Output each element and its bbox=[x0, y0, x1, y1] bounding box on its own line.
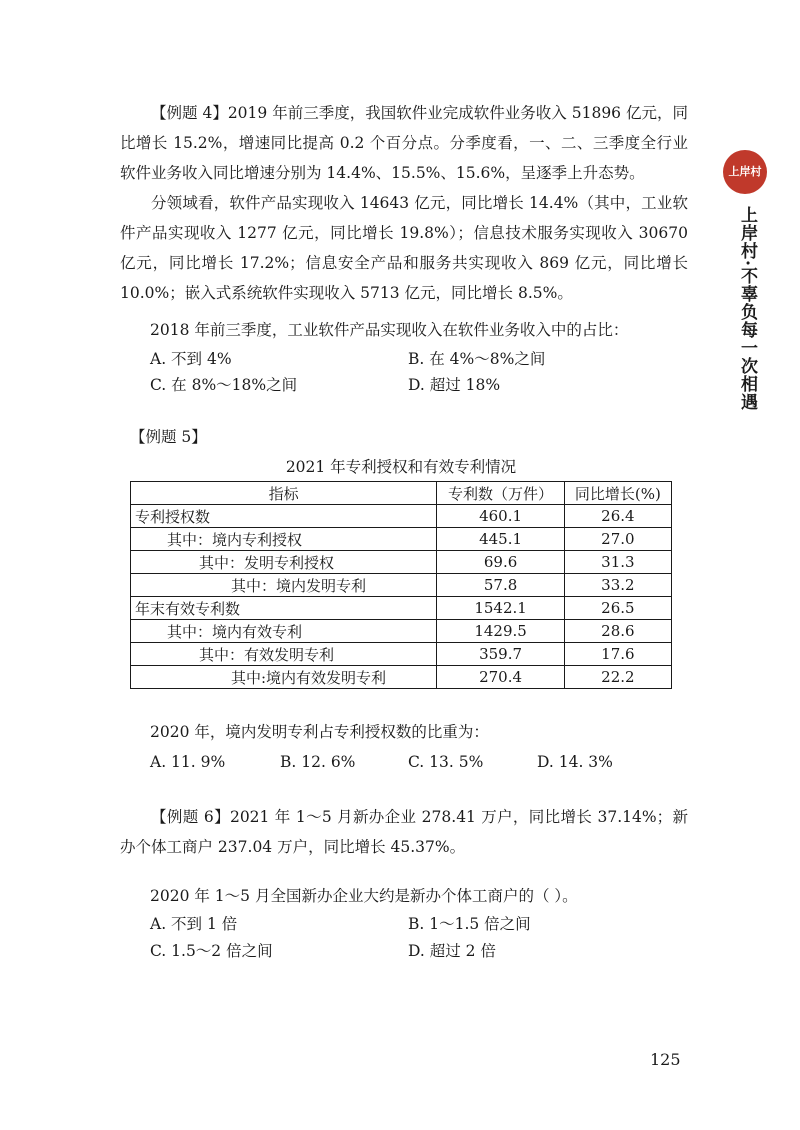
row-label: 其中：境内专利授权 bbox=[131, 528, 437, 551]
example4-paragraph-1: 【例题 4】2019 年前三季度，我国软件业完成软件业务收入 51896 亿元，同比增长 15.2%，增速同比提高 0.2 个百分点。分季度看，一、二、三季度全行业软件业务收入同比增速分别为 14.4%、15.5%、15.6%，呈逐季上升态势。 bbox=[120, 104, 688, 182]
example5-option-c: C. 13. 5% bbox=[408, 753, 484, 771]
table-title: 2021 年专利授权和有效专利情况 bbox=[285, 458, 517, 476]
row-count: 270.4 bbox=[437, 666, 564, 689]
row-count: 460.1 bbox=[437, 505, 564, 528]
example4-option-b: B. 在 4%～8%之间 bbox=[408, 350, 546, 368]
example4-paragraph-2: 分领域看，软件产品实现收入 14643 亿元，同比增长 14.4%（其中，工业软件产品实现收入 1277 亿元，同比增长 19.8%）；信息技术服务实现收入 30670 亿元，同比增长 17.2%；信息安全产品和服务共实现收入 869 亿元，同比增长 10.0%；嵌入式系统软件实现收入 5713 亿元，同比增长 8.5%。 bbox=[120, 194, 688, 302]
row-growth: 26.4 bbox=[564, 505, 671, 528]
example5-option-b: B. 12. 6% bbox=[280, 753, 356, 771]
example5-option-a: A. 11. 9% bbox=[150, 753, 226, 771]
example6-question: 2020 年 1～5 月全国新办企业大约是新办个体工商户的（ ）。 bbox=[150, 887, 578, 905]
example6-option-a: A. 不到 1 倍 bbox=[150, 915, 238, 933]
header-indicator: 指标 bbox=[131, 482, 437, 505]
table-row bbox=[131, 551, 672, 574]
row-label: 其中：有效发明专利 bbox=[131, 643, 437, 666]
row-growth: 33.2 bbox=[564, 574, 671, 597]
row-growth: 27.0 bbox=[564, 528, 671, 551]
row-label: 其中：发明专利授权 bbox=[131, 551, 437, 574]
example4-option-a: A. 不到 4% bbox=[150, 350, 232, 368]
example4-option-c: C. 在 8%～18%之间 bbox=[150, 376, 298, 394]
table-row bbox=[131, 643, 672, 666]
page-number: 125 bbox=[650, 1050, 681, 1069]
row-count: 359.7 bbox=[437, 643, 564, 666]
patent-table bbox=[130, 481, 672, 689]
example6-option-c: C. 1.5～2 倍之间 bbox=[150, 942, 273, 960]
row-count: 69.6 bbox=[437, 551, 564, 574]
row-label: 专利授权数 bbox=[131, 505, 437, 528]
seal-logo: 上岸村 bbox=[723, 150, 767, 194]
row-label: 其中：境内发明专利 bbox=[131, 574, 437, 597]
row-growth: 22.2 bbox=[564, 666, 671, 689]
row-growth: 31.3 bbox=[564, 551, 671, 574]
example5-option-d: D. 14. 3% bbox=[537, 753, 613, 771]
example5-question: 2020 年，境内发明专利占专利授权数的比重为： bbox=[150, 723, 489, 741]
table-row bbox=[131, 528, 672, 551]
row-count: 57.8 bbox=[437, 574, 564, 597]
example4-text bbox=[120, 98, 688, 308]
table-row bbox=[131, 597, 672, 620]
example6-option-d: D. 超过 2 倍 bbox=[408, 942, 496, 960]
side-slogan: 上岸村·不辜负每一次相遇 bbox=[737, 206, 757, 411]
table-row bbox=[131, 574, 672, 597]
header-growth: 同比增长(%) bbox=[564, 482, 671, 505]
row-label: 其中:境内有效发明专利 bbox=[131, 666, 437, 689]
table-row bbox=[131, 666, 672, 689]
example4-option-d: D. 超过 18% bbox=[408, 376, 501, 394]
row-count: 445.1 bbox=[437, 528, 564, 551]
example6-option-b: B. 1～1.5 倍之间 bbox=[408, 915, 531, 933]
example5-label: 【例题 5】 bbox=[130, 428, 207, 446]
row-label: 年末有效专利数 bbox=[131, 597, 437, 620]
example6-paragraph: 【例题 6】2021 年 1～5 月新办企业 278.41 万户，同比增长 37.14%；新办个体工商户 237.04 万户，同比增长 45.37%。 bbox=[120, 808, 688, 856]
table-row bbox=[131, 505, 672, 528]
example6-text bbox=[120, 802, 688, 862]
row-count: 1429.5 bbox=[437, 620, 564, 643]
row-growth: 26.5 bbox=[564, 597, 671, 620]
example4-question: 2018 年前三季度，工业软件产品实现收入在软件业务收入中的占比： bbox=[150, 321, 629, 339]
table-row bbox=[131, 620, 672, 643]
row-growth: 17.6 bbox=[564, 643, 671, 666]
table-header-row bbox=[131, 482, 672, 505]
row-count: 1542.1 bbox=[437, 597, 564, 620]
row-label: 其中：境内有效专利 bbox=[131, 620, 437, 643]
row-growth: 28.6 bbox=[564, 620, 671, 643]
header-patent-count: 专利数（万件） bbox=[437, 482, 564, 505]
